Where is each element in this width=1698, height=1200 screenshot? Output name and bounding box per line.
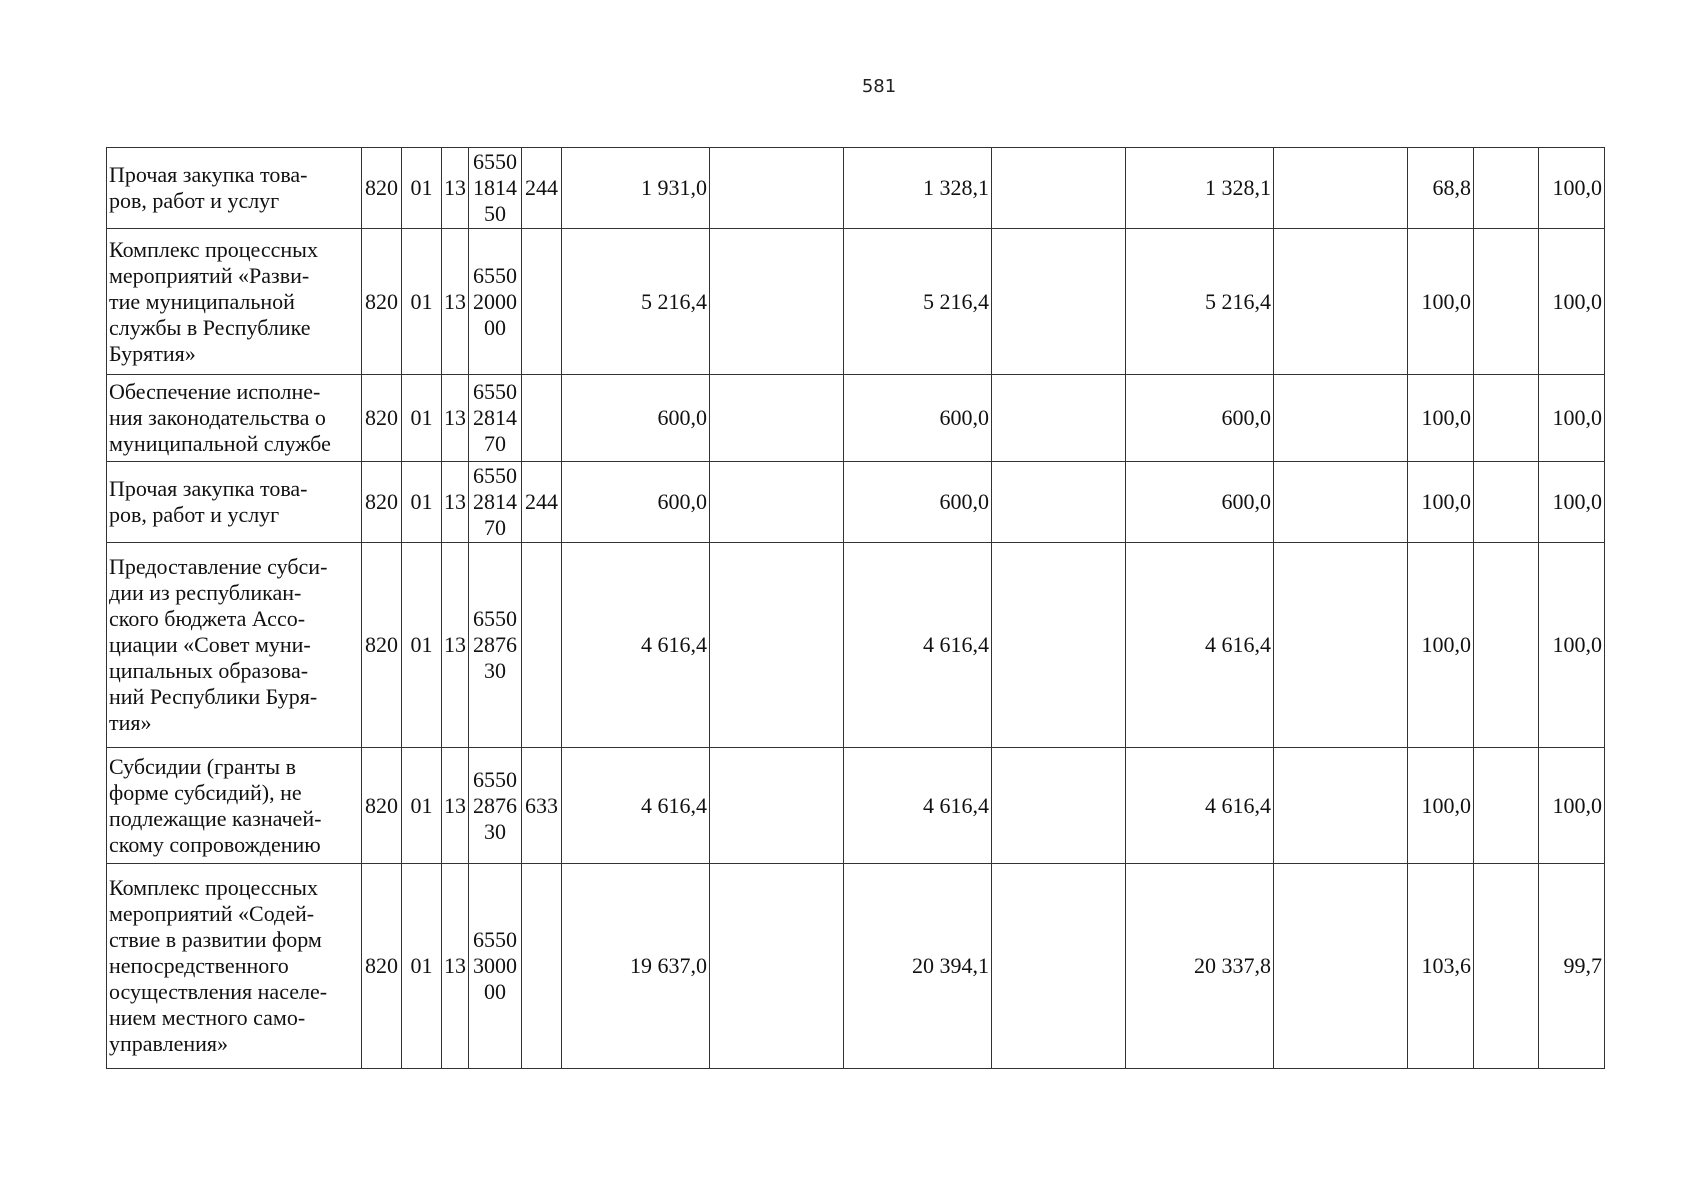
grbs-code: 820 [362, 543, 402, 748]
expense-type-code: 633 [522, 748, 562, 864]
percent-of-plan: 100,0 [1408, 462, 1474, 543]
expense-type-code [522, 543, 562, 748]
refined-plan-amount: 600,0 [844, 375, 992, 462]
executed-amount: 600,0 [1126, 375, 1274, 462]
expense-type-code [522, 864, 562, 1069]
percent-of-plan: 68,8 [1408, 148, 1474, 229]
empty-cell [992, 148, 1126, 229]
plan-amount: 600,0 [562, 375, 710, 462]
subsection-code: 13 [442, 462, 469, 543]
table-row [107, 148, 1605, 229]
empty-cell [992, 229, 1126, 375]
percent-of-refined-plan: 100,0 [1539, 748, 1605, 864]
subsection-code: 13 [442, 543, 469, 748]
refined-plan-amount: 4 616,4 [844, 543, 992, 748]
empty-cell [710, 229, 844, 375]
row-name: Предоставление субси- дии из республикан- ского бюджета Ассо- циации «Совет муни- ципальных образова- ний Республики Буря- тия» [107, 543, 362, 748]
budget-execution-table [106, 147, 1605, 1069]
empty-cell [992, 864, 1126, 1069]
empty-cell [992, 543, 1126, 748]
subsection-code: 13 [442, 375, 469, 462]
empty-cell [710, 375, 844, 462]
empty-cell [1274, 148, 1408, 229]
target-article-code: 6550 2814 70 [469, 462, 522, 543]
empty-cell [710, 462, 844, 543]
expense-type-code: 244 [522, 148, 562, 229]
empty-cell [1274, 748, 1408, 864]
expense-type-code: 244 [522, 462, 562, 543]
section-code: 01 [402, 864, 442, 1069]
row-name: Субсидии (гранты в форме субсидий), не подлежащие казначей- скому сопровождению [107, 748, 362, 864]
empty-cell [1274, 229, 1408, 375]
plan-amount: 19 637,0 [562, 864, 710, 1069]
empty-cell [1474, 543, 1539, 748]
section-code: 01 [402, 748, 442, 864]
executed-amount: 600,0 [1126, 462, 1274, 543]
section-code: 01 [402, 462, 442, 543]
empty-cell [710, 148, 844, 229]
subsection-code: 13 [442, 748, 469, 864]
empty-cell [710, 748, 844, 864]
empty-cell [1474, 864, 1539, 1069]
section-code: 01 [402, 229, 442, 375]
empty-cell [1474, 229, 1539, 375]
plan-amount: 1 931,0 [562, 148, 710, 229]
grbs-code: 820 [362, 375, 402, 462]
grbs-code: 820 [362, 462, 402, 543]
target-article-code: 6550 2876 30 [469, 748, 522, 864]
target-article-code: 6550 2814 70 [469, 375, 522, 462]
row-name: Обеспечение исполне- ния законодательства о муниципальной службе [107, 375, 362, 462]
target-article-code: 6550 1814 50 [469, 148, 522, 229]
empty-cell [1474, 462, 1539, 543]
refined-plan-amount: 600,0 [844, 462, 992, 543]
plan-amount: 4 616,4 [562, 543, 710, 748]
plan-amount: 600,0 [562, 462, 710, 543]
percent-of-refined-plan: 99,7 [1539, 864, 1605, 1069]
row-name: Прочая закупка това- ров, работ и услуг [107, 148, 362, 229]
percent-of-plan: 100,0 [1408, 229, 1474, 375]
grbs-code: 820 [362, 748, 402, 864]
empty-cell [1274, 462, 1408, 543]
row-name: Комплекс процессных мероприятий «Содей- ствие в развитии форм непосредственного осуществления населе- нием местного само- управления» [107, 864, 362, 1069]
expense-type-code [522, 229, 562, 375]
grbs-code: 820 [362, 864, 402, 1069]
executed-amount: 1 328,1 [1126, 148, 1274, 229]
target-article-code: 6550 3000 00 [469, 864, 522, 1069]
percent-of-refined-plan: 100,0 [1539, 543, 1605, 748]
target-article-code: 6550 2000 00 [469, 229, 522, 375]
empty-cell [1474, 148, 1539, 229]
executed-amount: 5 216,4 [1126, 229, 1274, 375]
empty-cell [1274, 543, 1408, 748]
percent-of-refined-plan: 100,0 [1539, 375, 1605, 462]
percent-of-refined-plan: 100,0 [1539, 148, 1605, 229]
row-name: Прочая закупка това- ров, работ и услуг [107, 462, 362, 543]
empty-cell [992, 375, 1126, 462]
grbs-code: 820 [362, 148, 402, 229]
empty-cell [710, 543, 844, 748]
empty-cell [1474, 375, 1539, 462]
percent-of-refined-plan: 100,0 [1539, 462, 1605, 543]
section-code: 01 [402, 375, 442, 462]
empty-cell [992, 462, 1126, 543]
table-row [107, 748, 1605, 864]
target-article-code: 6550 2876 30 [469, 543, 522, 748]
empty-cell [1474, 748, 1539, 864]
executed-amount: 20 337,8 [1126, 864, 1274, 1069]
empty-cell [1274, 864, 1408, 1069]
refined-plan-amount: 4 616,4 [844, 748, 992, 864]
table-row [107, 229, 1605, 375]
section-code: 01 [402, 543, 442, 748]
table-row [107, 462, 1605, 543]
plan-amount: 4 616,4 [562, 748, 710, 864]
percent-of-plan: 100,0 [1408, 375, 1474, 462]
subsection-code: 13 [442, 229, 469, 375]
row-name: Комплекс процессных мероприятий «Разви- тие муниципальной службы в Республике Бурятия» [107, 229, 362, 375]
table-row [107, 543, 1605, 748]
subsection-code: 13 [442, 148, 469, 229]
subsection-code: 13 [442, 864, 469, 1069]
page-number: 581 [861, 76, 897, 97]
expense-type-code [522, 375, 562, 462]
table-row [107, 864, 1605, 1069]
empty-cell [710, 864, 844, 1069]
section-code: 01 [402, 148, 442, 229]
table-row [107, 375, 1605, 462]
percent-of-refined-plan: 100,0 [1539, 229, 1605, 375]
executed-amount: 4 616,4 [1126, 748, 1274, 864]
percent-of-plan: 100,0 [1408, 748, 1474, 864]
refined-plan-amount: 5 216,4 [844, 229, 992, 375]
percent-of-plan: 100,0 [1408, 543, 1474, 748]
empty-cell [992, 748, 1126, 864]
plan-amount: 5 216,4 [562, 229, 710, 375]
refined-plan-amount: 1 328,1 [844, 148, 992, 229]
empty-cell [1274, 375, 1408, 462]
percent-of-plan: 103,6 [1408, 864, 1474, 1069]
refined-plan-amount: 20 394,1 [844, 864, 992, 1069]
grbs-code: 820 [362, 229, 402, 375]
executed-amount: 4 616,4 [1126, 543, 1274, 748]
